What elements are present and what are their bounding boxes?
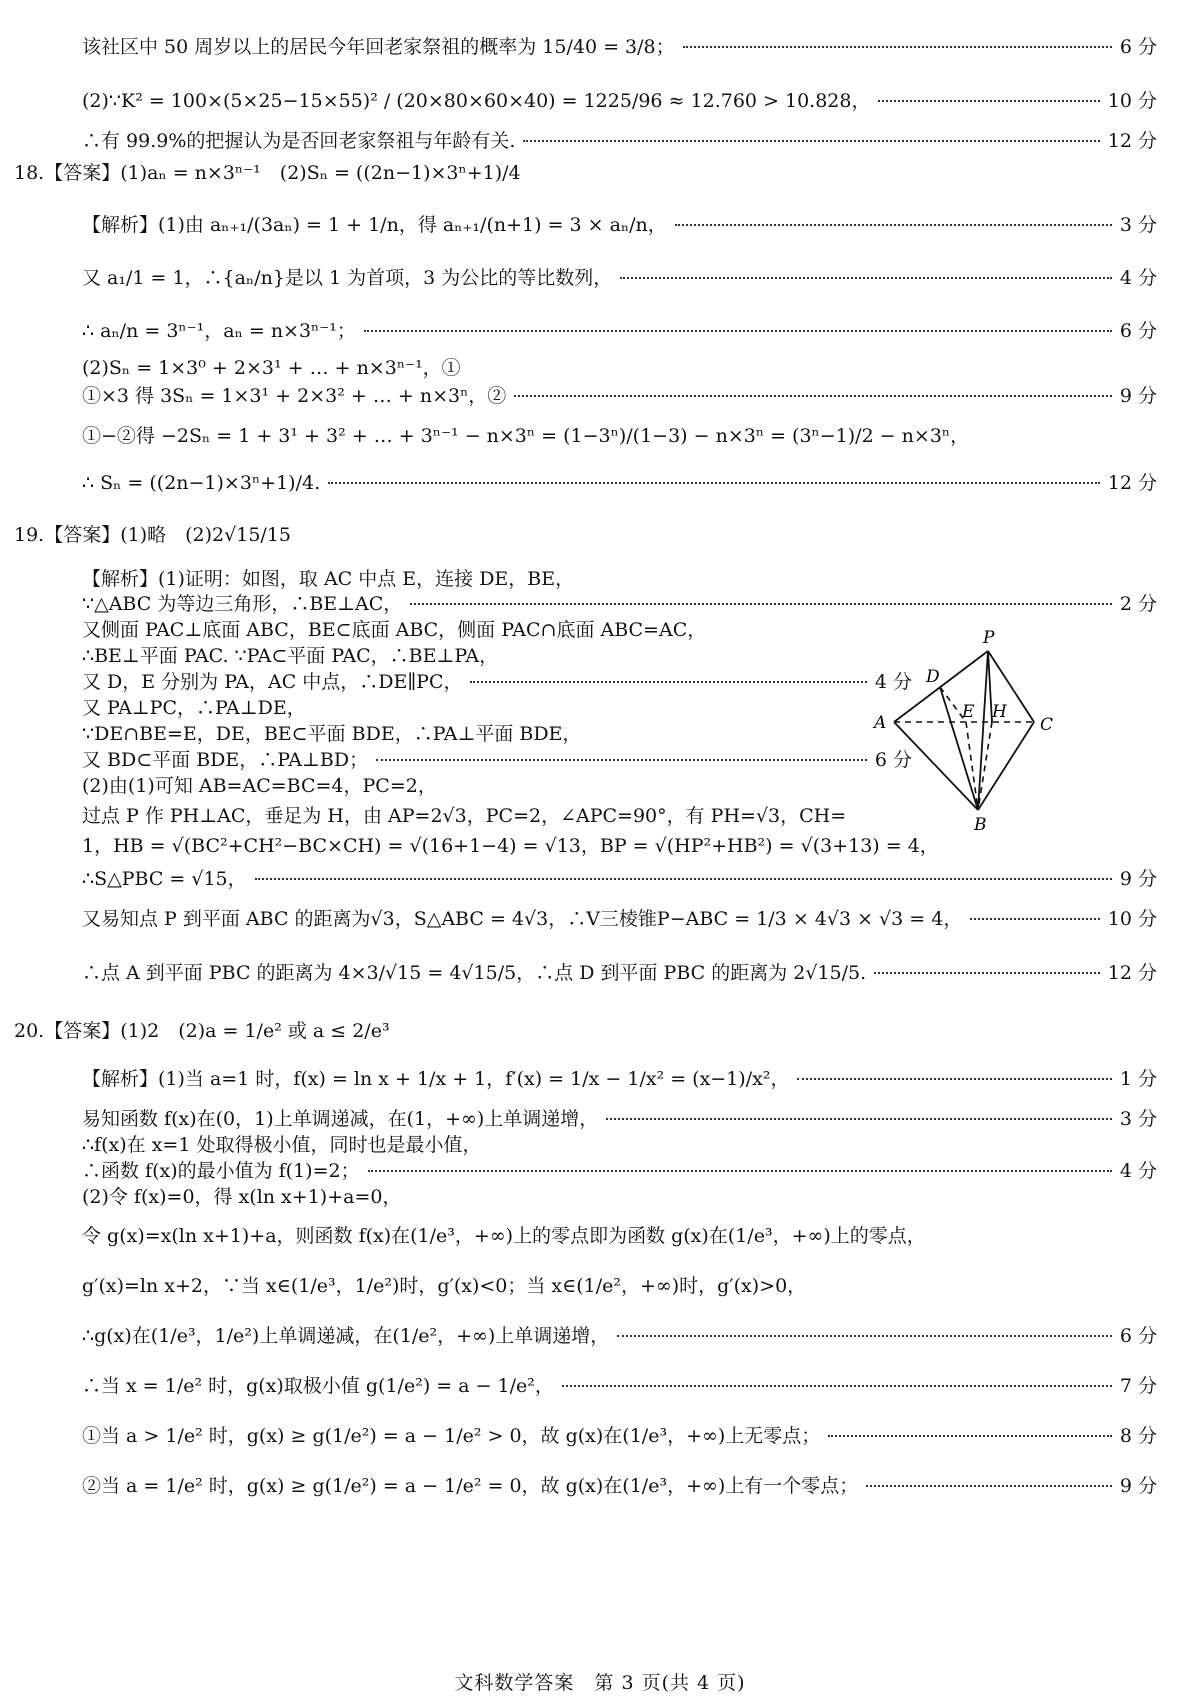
solution-text: 过点 P 作 PH⊥AC，垂足为 H，由 AP=2√3，PC=2，∠APC=90°，有 PH=√3，CH= — [82, 805, 847, 827]
solution-text: 【解析】(1)当 a=1 时，f(x) = ln x + 1/x + 1，f′(x) = 1/x − 1/x² = (x−1)/x²， — [82, 1068, 790, 1090]
score-label: 4 分 — [1119, 1160, 1157, 1182]
solution-text: ①当 a > 1/e² 时，g(x) ≥ g(1/e²) = a − 1/e² > 0，故 g(x)在(1/e³，+∞)上无零点； — [82, 1425, 821, 1447]
score-label: 8 分 — [1119, 1425, 1157, 1447]
label-B: B — [974, 815, 987, 835]
solution-text: 又易知点 P 到平面 ABC 的距离为√3，S△ABC = 4√3，∴V三棱锥P−ABC = 1/3 × 4√3 × √3 = 4， — [82, 908, 963, 930]
leader-dots — [617, 1335, 1112, 1337]
solution-line — [82, 566, 1157, 592]
score-label: 4 分 — [1119, 267, 1157, 289]
leader-dots — [364, 330, 1112, 332]
edge-BC-line — [978, 722, 1034, 810]
solution-text: ①×3 得 3Sₙ = 1×3¹ + 2×3² + … + n×3ⁿ，② — [82, 385, 507, 407]
solution-text: (2)∵K² = 100×(5×25−15×55)² / (20×80×60×40) = 1225/96 ≈ 12.760 > 10.828， — [82, 90, 871, 112]
solution-line — [82, 747, 912, 773]
score-label: 9 分 — [1119, 1475, 1157, 1497]
score-label: 12 分 — [1107, 130, 1157, 152]
solution-line — [82, 1184, 1157, 1210]
label-D: D — [926, 667, 940, 687]
solution-text: ∴当 x = 1/e² 时，g(x)取极小值 g(1/e²) = a − 1/e²， — [82, 1375, 554, 1397]
score-label: 1 分 — [1119, 1068, 1157, 1090]
solution-line — [82, 1132, 1157, 1158]
solution-line — [82, 591, 1157, 617]
solution-text: (2)令 f(x)=0，得 x(ln x+1)+a=0， — [82, 1186, 402, 1208]
score-label: 12 分 — [1107, 472, 1157, 494]
leader-dots — [878, 100, 1099, 102]
leader-dots — [514, 395, 1112, 397]
solution-text: 又 D，E 分别为 PA，AC 中点，∴DE∥PC， — [82, 671, 463, 693]
solution-line — [82, 1373, 1157, 1399]
score-label: 2 分 — [1119, 593, 1157, 615]
score-label: 3 分 — [1119, 214, 1157, 236]
solution-text: ∴S△PBC = √15， — [82, 868, 247, 890]
score-label: 12 分 — [1107, 962, 1157, 984]
solution-text: 易知函数 f(x)在(0，1)上单调递减，在(1，+∞)上单调递增， — [82, 1108, 599, 1130]
leader-dots — [523, 140, 1099, 142]
solution-line — [82, 34, 1157, 60]
solution-line — [82, 383, 1157, 409]
label-E: E — [962, 702, 975, 722]
leader-dots — [683, 46, 1112, 48]
score-label: 4 分 — [874, 671, 912, 693]
solution-text: ∵DE∩BE=E，DE，BE⊂平面 BDE，∴PA⊥平面 BDE， — [82, 723, 582, 745]
solution-text: ∴BE⊥平面 PAC. ∵PA⊂平面 PAC，∴BE⊥PA， — [82, 645, 499, 667]
solution-text: ∴ Sₙ = ((2n−1)×3ⁿ+1)/4. — [82, 472, 321, 494]
score-label: 10 分 — [1107, 908, 1157, 930]
solution-line — [82, 669, 912, 695]
solution-line — [82, 128, 1157, 154]
page-footer: 文科数学答案 第 3 页(共 4 页) — [454, 1672, 746, 1694]
leader-dots — [410, 603, 1112, 605]
solution-line — [82, 1273, 1157, 1299]
solution-line — [82, 265, 1157, 291]
score-label: 6 分 — [1119, 1325, 1157, 1347]
answer-header: 19.【答案】(1)略 (2)2√15/15 — [14, 524, 291, 546]
leader-dots — [606, 1118, 1112, 1120]
score-label: 9 分 — [1119, 868, 1157, 890]
solution-text: 【解析】(1)由 aₙ₊₁/(3aₙ) = 1 + 1/n，得 aₙ₊₁/(n+1) = 3 × aₙ/n， — [82, 214, 667, 236]
solution-text: ∴ aₙ/n = 3ⁿ⁻¹，aₙ = n×3ⁿ⁻¹； — [82, 320, 356, 342]
solution-text: ∴函数 f(x)的最小值为 f(1)=2； — [82, 1160, 360, 1182]
leader-dots — [866, 1485, 1112, 1487]
solution-text: 该社区中 50 周岁以上的居民今年回老家祭祖的概率为 15/40 = 3/8； — [82, 36, 675, 58]
leader-dots — [368, 1170, 1112, 1172]
solution-text: ②当 a = 1/e² 时，g(x) ≥ g(1/e²) = a − 1/e² = 0，故 g(x)在(1/e³，+∞)上有一个零点； — [82, 1475, 859, 1497]
solution-text: 又侧面 PAC⊥底面 ABC，BE⊂底面 ABC，侧面 PAC∩底面 ABC=AC， — [82, 619, 707, 641]
solution-line — [82, 88, 1157, 114]
solution-text: 又 PA⊥PC，∴PA⊥DE， — [82, 697, 306, 719]
score-label: 10 分 — [1107, 90, 1157, 112]
score-label: 3 分 — [1119, 1108, 1157, 1130]
solution-line — [82, 318, 1157, 344]
solution-line — [82, 1223, 1157, 1249]
solution-line — [82, 355, 1157, 381]
score-label: 6 分 — [1119, 320, 1157, 342]
solution-text: ∴点 A 到平面 PBC 的距离为 4×3/√15 = 4√15/5，∴点 D 到平面 PBC 的距离为 2√15/5. — [82, 962, 867, 984]
leader-dots — [828, 1435, 1112, 1437]
solution-line — [82, 212, 1157, 238]
pyramid-diagram — [870, 625, 1070, 845]
solution-text: 令 g(x)=x(ln x+1)+a，则函数 f(x)在(1/e³，+∞)上的零点即为函数 g(x)在(1/e³，+∞)上的零点， — [82, 1225, 926, 1247]
solution-line — [82, 1066, 1157, 1092]
score-label: 9 分 — [1119, 385, 1157, 407]
solution-line — [82, 1473, 1157, 1499]
solution-text: ∴g(x)在(1/e³，1/e²)上单调递减，在(1/e²，+∞)上单调递增， — [82, 1325, 610, 1347]
solution-text: 又 a₁/1 = 1，∴{aₙ/n}是以 1 为首项，3 为公比的等比数列， — [82, 267, 613, 289]
solution-text: 1，HB = √(BC²+CH²−BC×CH) = √(16+1−4) = √13，BP = √(HP²+HB²) = √(3+13) = 4， — [82, 835, 939, 857]
leader-dots — [620, 277, 1112, 279]
label-A: A — [874, 713, 887, 733]
score-label: 6 分 — [874, 749, 912, 771]
solution-text: ①−②得 −2Sₙ = 1 + 3¹ + 3² + … + 3ⁿ⁻¹ − n×3ⁿ = (1−3ⁿ)/(1−3) − n×3ⁿ = (3ⁿ−1)/2 − n×3ⁿ， — [82, 425, 970, 447]
leader-dots — [470, 681, 866, 683]
solution-line — [82, 470, 1157, 496]
solution-line — [82, 1158, 1157, 1184]
leader-dots — [874, 972, 1100, 974]
score-label: 7 分 — [1119, 1375, 1157, 1397]
label-C: C — [1040, 715, 1054, 735]
leader-dots — [376, 759, 867, 761]
label-P: P — [983, 628, 995, 648]
answer-header: 18.【答案】(1)aₙ = n×3ⁿ⁻¹ (2)Sₙ = ((2n−1)×3ⁿ+1)/4 — [14, 162, 521, 184]
label-H: H — [992, 702, 1007, 722]
solution-line — [82, 906, 1157, 932]
solution-text: 又 BD⊂平面 BDE，∴PA⊥BD； — [82, 749, 369, 771]
score-label: 6 分 — [1119, 36, 1157, 58]
leader-dots — [328, 482, 1100, 484]
segment-EB-dashed — [966, 722, 978, 810]
solution-text: (2)Sₙ = 1×3⁰ + 2×3¹ + … + n×3ⁿ⁻¹，① — [82, 357, 461, 379]
solution-text: g′(x)=ln x+2，∵当 x∈(1/e³，1/e²)时，g′(x)<0；当 x∈(1/e²，+∞)时，g′(x)>0， — [82, 1275, 807, 1297]
solution-line — [82, 423, 1157, 449]
solution-text: ∴有 99.9%的把握认为是否回老家祭祖与年龄有关. — [82, 130, 516, 152]
solution-text: ∴f(x)在 x=1 处取得极小值，同时也是最小值， — [82, 1134, 482, 1156]
answer-header: 20.【答案】(1)2 (2)a = 1/e² 或 a ≤ 2/e³ — [14, 1020, 390, 1042]
leader-dots — [970, 918, 1099, 920]
leader-dots — [675, 224, 1112, 226]
edge-AB-line — [894, 722, 978, 810]
solution-text: ∵△ABC 为等边三角形，∴BE⊥AC， — [82, 593, 403, 615]
leader-dots — [797, 1078, 1111, 1080]
leader-dots — [562, 1385, 1112, 1387]
solution-text: 【解析】(1)证明：如图，取 AC 中点 E，连接 DE，BE， — [82, 568, 575, 590]
solution-line — [82, 1323, 1157, 1349]
solution-line — [82, 1423, 1157, 1449]
edge-PB-line — [978, 651, 988, 810]
solution-text: (2)由(1)可知 AB=AC=BC=4，PC=2， — [82, 775, 437, 797]
solution-line — [82, 1106, 1157, 1132]
solution-line — [82, 960, 1157, 986]
